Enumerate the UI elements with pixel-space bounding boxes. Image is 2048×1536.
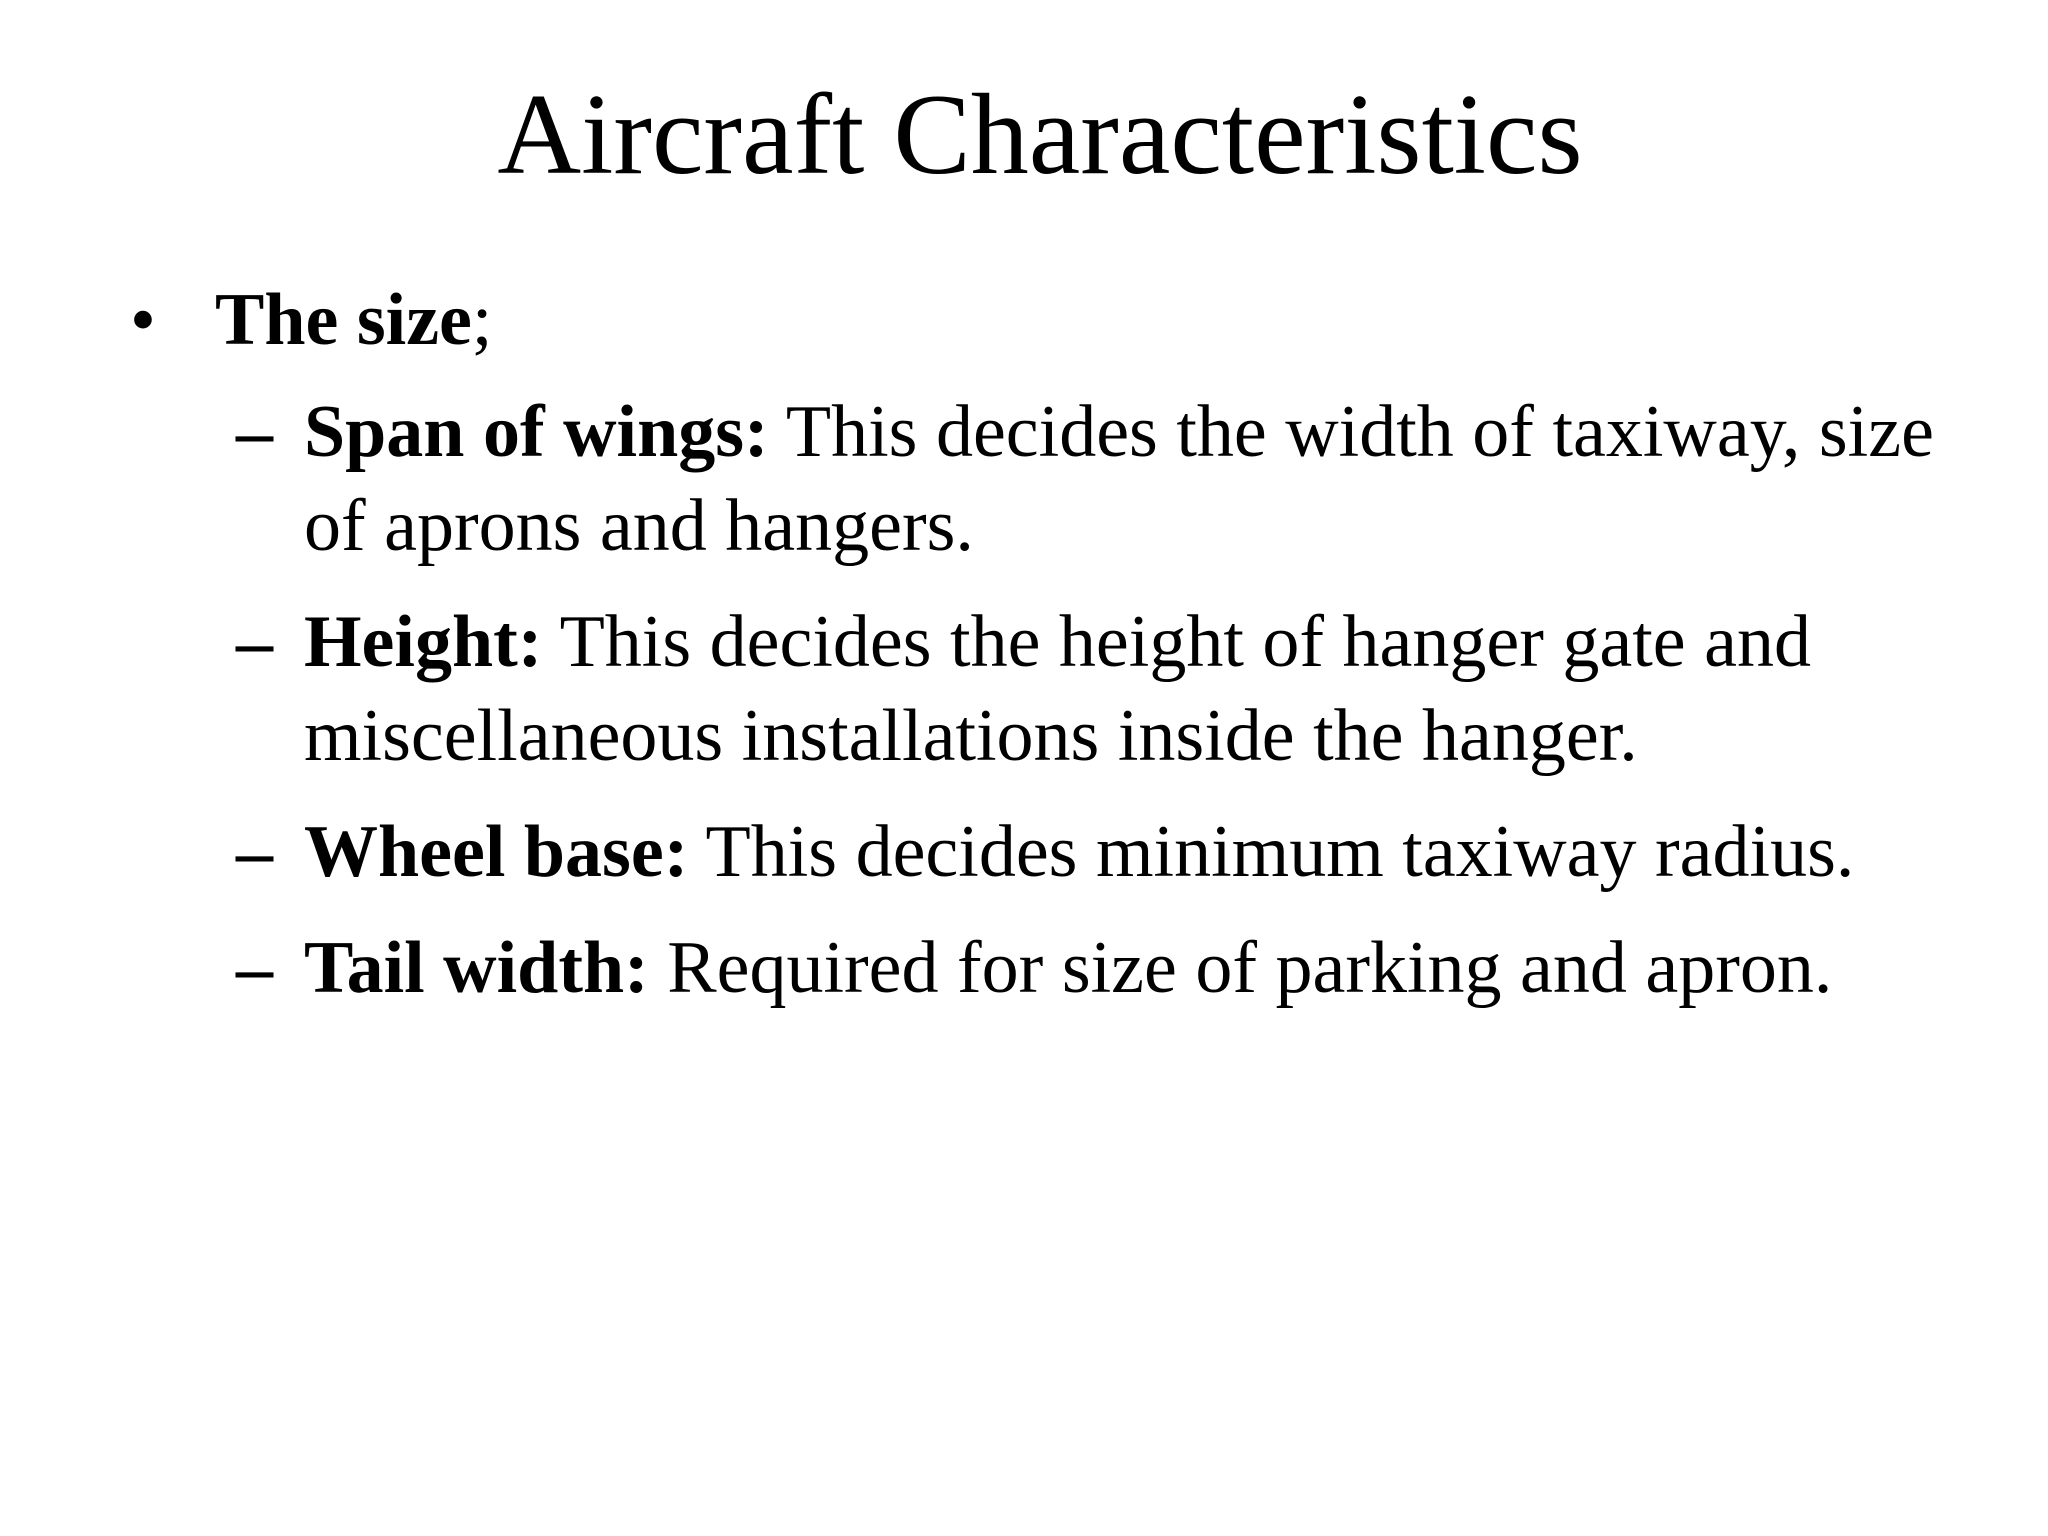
dash-marker: –: [236, 927, 273, 1009]
sub-item-text: Required for size of parking and apron.: [648, 927, 1833, 1009]
dash-marker: –: [236, 601, 273, 683]
bullet-marker: •: [130, 279, 156, 361]
sub-item-wheel-base: [236, 805, 1996, 899]
sub-item-tail-width: [236, 921, 1996, 1015]
dash-marker: –: [236, 811, 273, 893]
bullet-suffix: ;: [471, 279, 493, 361]
sub-item-text: This decides minimum taxiway radius.: [688, 811, 1855, 893]
dash-marker: –: [236, 391, 273, 473]
sub-item-text: This decides the width of taxiway, size of aprons and hangers.: [304, 391, 1934, 567]
slide-title: Aircraft Characteristics: [497, 71, 1583, 199]
sub-bullet-list: [236, 385, 1996, 1037]
sub-item-label: Height:: [304, 601, 543, 683]
bullet-label: The size: [215, 279, 472, 361]
sub-item-label: Tail width:: [304, 927, 649, 1009]
sub-item-label: Span of wings:: [304, 391, 769, 473]
sub-item-label: Wheel base:: [304, 811, 689, 893]
sub-item-text: This decides the height of hanger gate and miscellaneous installations inside the hanger.: [304, 601, 1811, 777]
bullet-text: [215, 270, 492, 370]
sub-item-span-of-wings: [236, 385, 1996, 573]
sub-item-height: [236, 595, 1996, 783]
